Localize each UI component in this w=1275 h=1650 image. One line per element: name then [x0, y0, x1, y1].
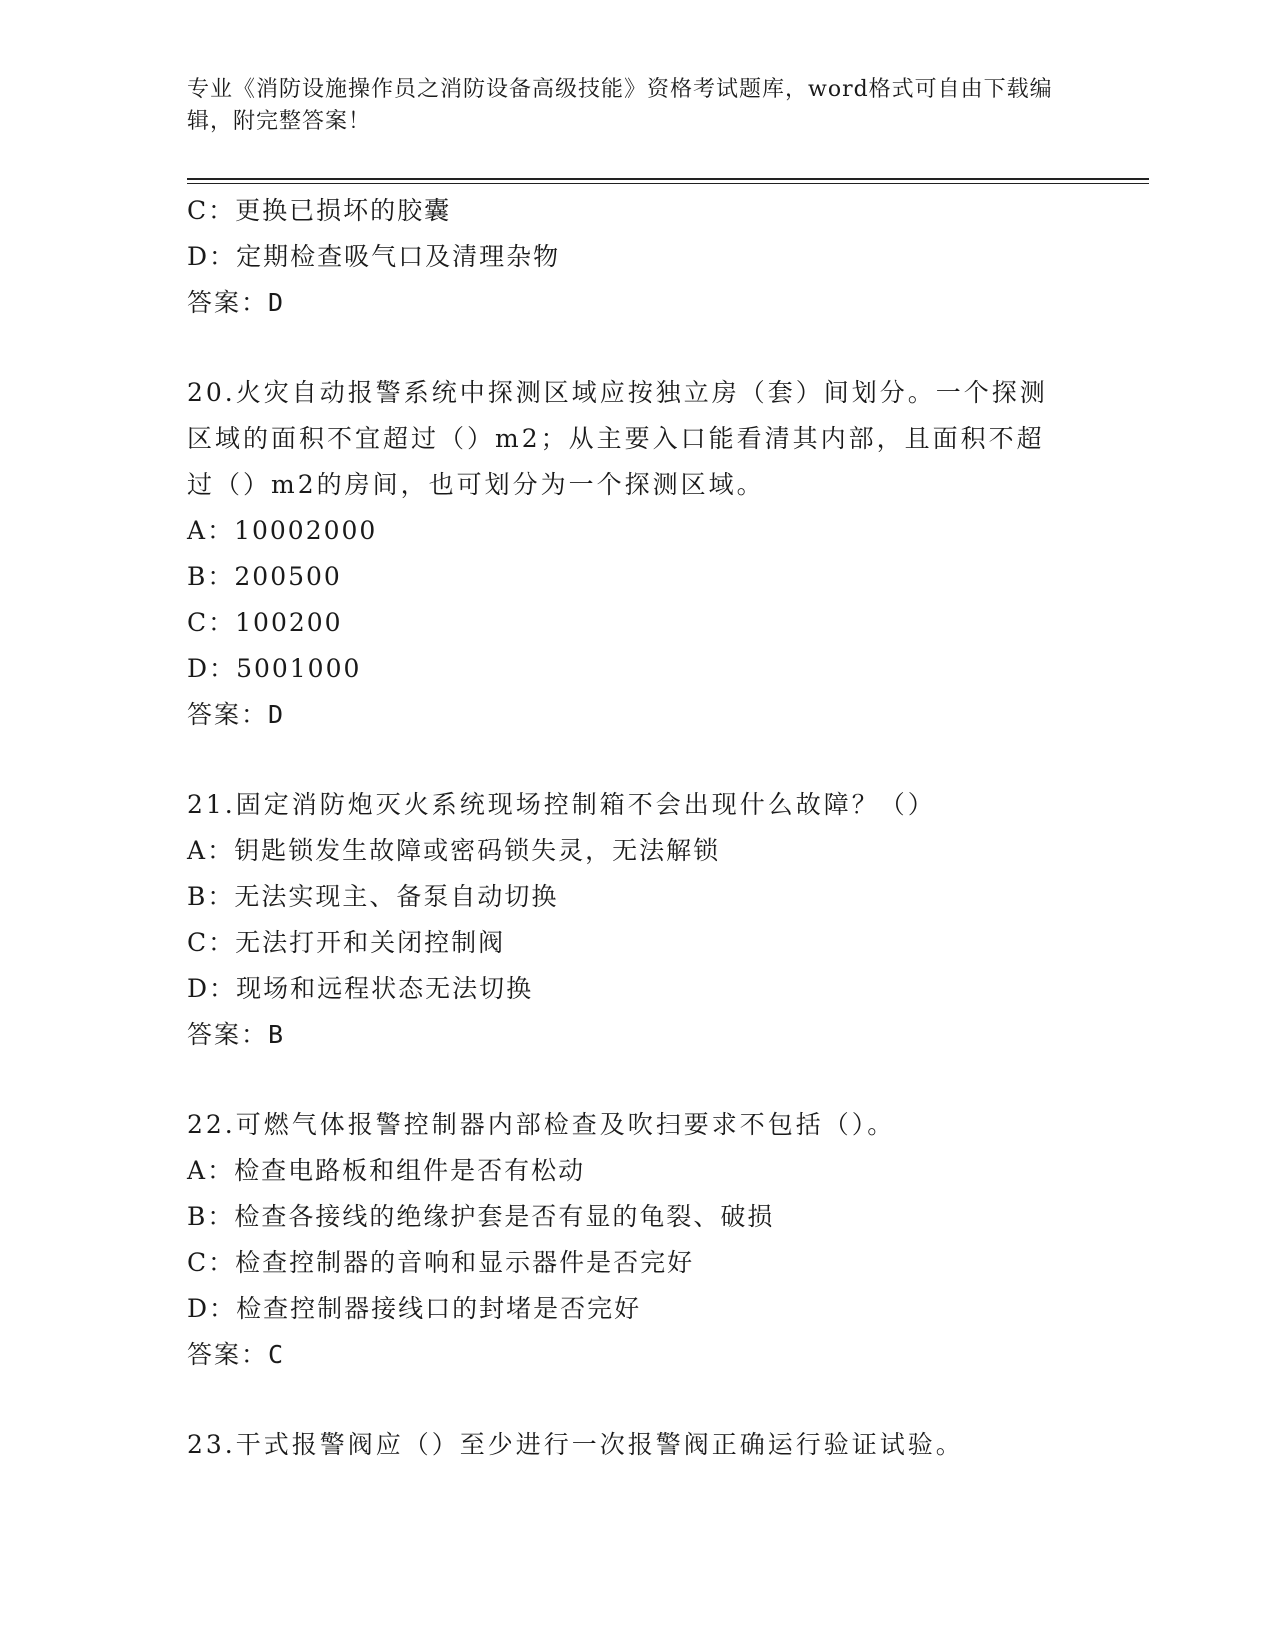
question-content	[187, 188, 1149, 1468]
question-23	[187, 1422, 1149, 1468]
answer-line: 答案：B	[187, 1020, 286, 1049]
option-d: D：检查控制器接线口的封堵是否完好	[187, 1294, 642, 1323]
question-20	[187, 370, 1149, 738]
option-b: B：200500	[187, 562, 342, 591]
header-rule-thick	[187, 178, 1149, 180]
answer-line: 答案：C	[187, 1340, 286, 1369]
question-19-continuation	[187, 188, 1149, 326]
option-c: C：无法打开和关闭控制阀	[187, 928, 506, 957]
option-b: B：检查各接线的绝缘护套是否有显的龟裂、破损	[187, 1202, 775, 1231]
option-a: A：10002000	[187, 516, 378, 545]
option-d: D：定期检查吸气口及清理杂物	[187, 242, 561, 271]
option-c: C：更换已损坏的胶囊	[187, 196, 452, 225]
question-stem-line: 23.干式报警阀应（）至少进行一次报警阀正确运行验证试验。	[187, 1430, 964, 1459]
question-stem-line: 过（）m2的房间，也可划分为一个探测区域。	[187, 470, 765, 499]
question-stem-line: 22.可燃气体报警控制器内部检查及吹扫要求不包括（）。	[187, 1110, 896, 1139]
option-d: D：现场和远程状态无法切换	[187, 974, 534, 1003]
option-c: C：检查控制器的音响和显示器件是否完好	[187, 1248, 695, 1277]
question-21	[187, 782, 1149, 1058]
option-b: B：无法实现主、备泵自动切换	[187, 882, 559, 911]
answer-line: 答案：D	[187, 288, 286, 317]
question-stem-line: 区域的面积不宜超过（）m2；从主要入口能看清其内部，且面积不超	[187, 424, 1045, 453]
document-header: 专业《消防设施操作员之消防设备高级技能》资格考试题库，word格式可自由下载编辑，附完整答案！	[187, 77, 1053, 134]
question-stem-line: 21.固定消防炮灭火系统现场控制箱不会出现什么故障？（）	[187, 790, 936, 819]
question-22	[187, 1102, 1149, 1378]
answer-line: 答案：D	[187, 700, 286, 729]
option-a: A：钥匙锁发生故障或密码锁失灵，无法解锁	[187, 836, 721, 865]
option-d: D：5001000	[187, 654, 362, 683]
option-a: A：检查电路板和组件是否有松动	[187, 1156, 586, 1185]
question-stem-line: 20.火灾自动报警系统中探测区域应按独立房（套）间划分。一个探测	[187, 378, 1048, 407]
header-rule-thin	[187, 183, 1149, 184]
option-c: C：100200	[187, 608, 343, 637]
